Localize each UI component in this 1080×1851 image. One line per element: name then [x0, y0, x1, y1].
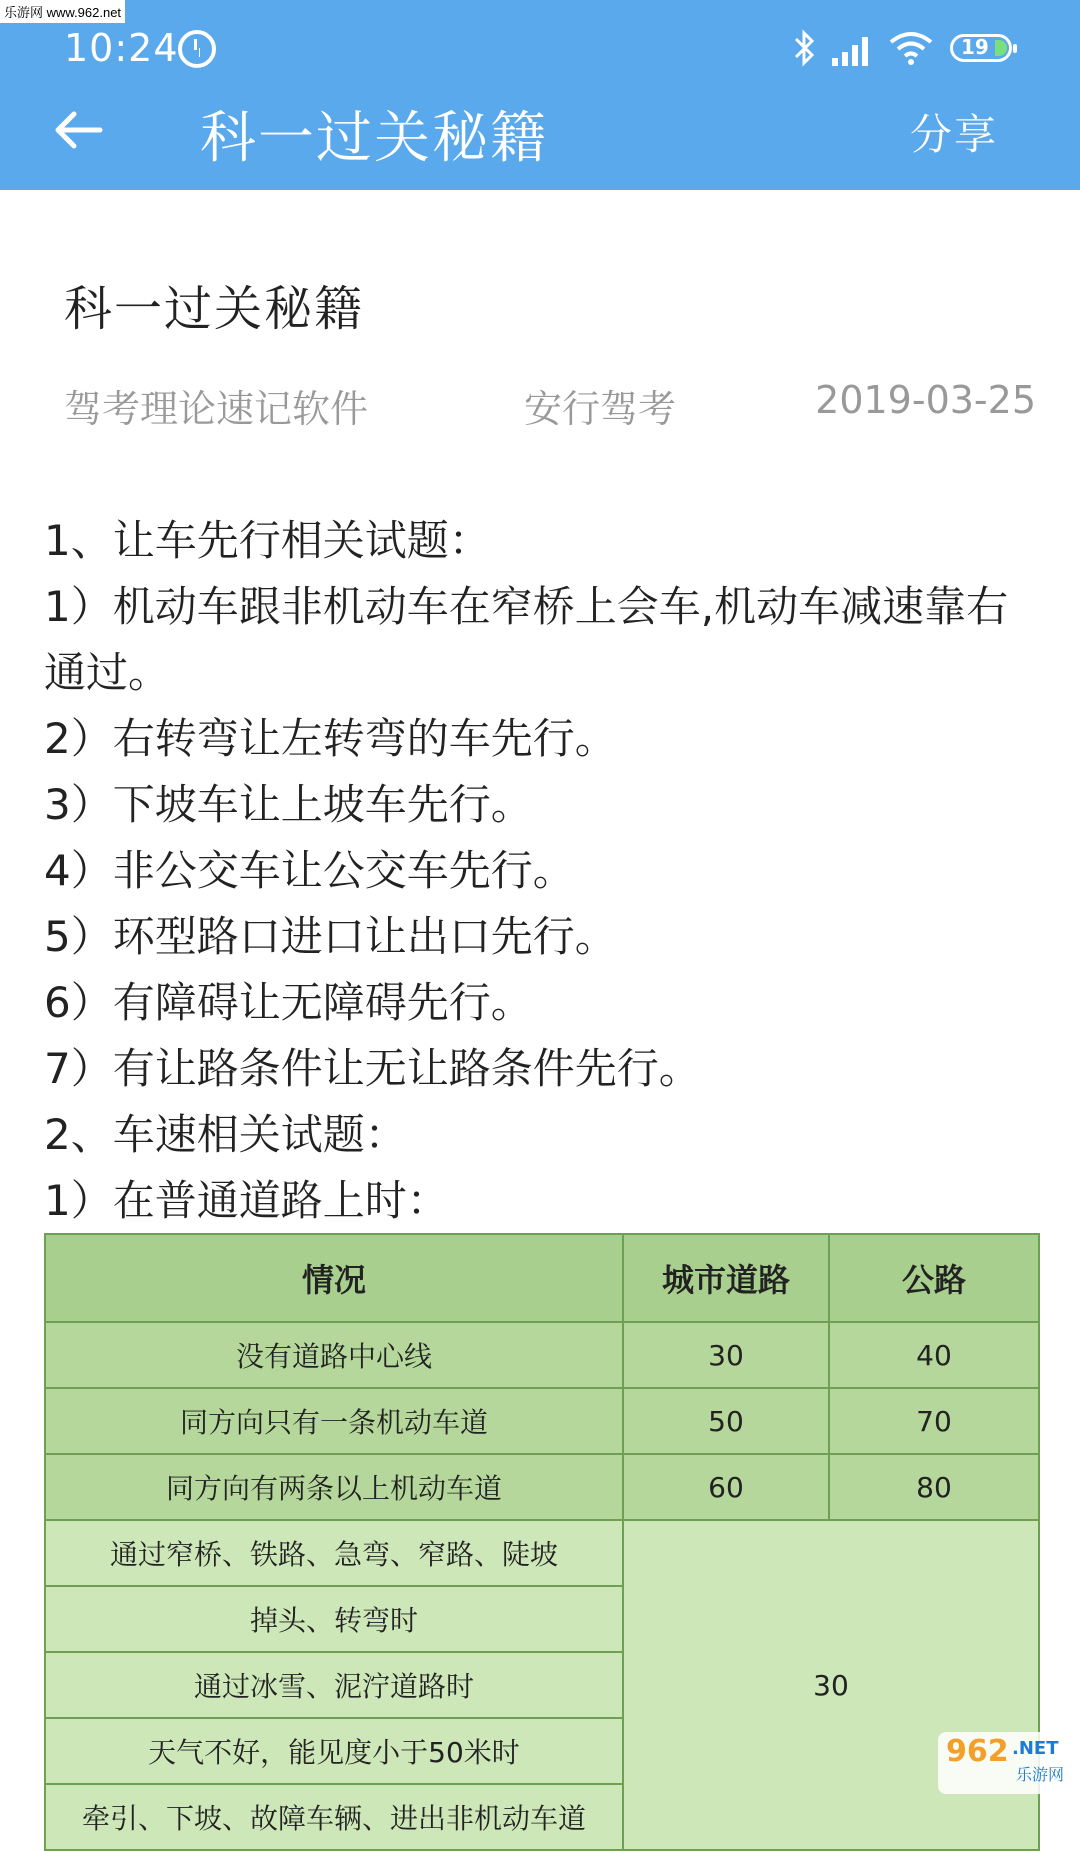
back-arrow-icon[interactable]: [50, 102, 106, 158]
speed-limit-table: [44, 1233, 1040, 1851]
table-row: [45, 1322, 1039, 1388]
header: [0, 0, 1080, 190]
alarm-icon: [178, 30, 216, 68]
watermark-logo: [938, 1732, 1072, 1794]
article-source: 驾考理论速记软件: [64, 387, 369, 431]
paragraph: 1）机动车跟非机动车在窄桥上会车,机动车减速靠右通过。: [44, 582, 1009, 697]
cell-situation: 同方向只有一条机动车道: [45, 1388, 623, 1454]
cell-situation: 同方向有两条以上机动车道: [45, 1454, 623, 1520]
paragraph: 4）非公交车让公交车先行。: [44, 846, 575, 895]
signal-icon: [830, 32, 876, 66]
app-bar: [0, 88, 1080, 188]
watermark-number: 962: [946, 1734, 1009, 1769]
wifi-icon: [888, 30, 934, 66]
paragraph: 5）环型路口进口让出口先行。: [44, 912, 617, 961]
paragraph: 1）在普通道路上时：: [44, 1176, 449, 1225]
battery-icon: [950, 34, 1012, 62]
cell-highway: 70: [829, 1388, 1039, 1454]
cell-city: 30: [623, 1322, 829, 1388]
article-body: [44, 508, 1034, 1234]
table-row: [45, 1454, 1039, 1520]
article-date: 2019-03-25: [815, 378, 1036, 422]
cell-situation: 牵引、下坡、故障车辆、进出非机动车道: [45, 1784, 623, 1850]
article-author: 安行驾考: [524, 387, 677, 431]
share-button[interactable]: 分享: [910, 110, 999, 159]
table-row: [45, 1388, 1039, 1454]
cell-city: 50: [623, 1388, 829, 1454]
paragraph: 6）有障碍让无障碍先行。: [44, 978, 533, 1027]
header-highway: 公路: [829, 1234, 1039, 1322]
table-header-row: [45, 1234, 1039, 1322]
paragraph: 2）右转弯让左转弯的车先行。: [44, 714, 617, 763]
cell-merged-speed: 30: [623, 1520, 1039, 1850]
page-title: 科一过关秘籍: [200, 106, 548, 171]
watermark-top-left: 乐游网 www.962.net: [0, 0, 125, 23]
status-time: 10:24: [64, 26, 179, 70]
paragraph: 7）有让路条件让无让路条件先行。: [44, 1044, 701, 1093]
article-title: 科一过关秘籍: [64, 281, 365, 337]
cell-situation: 掉头、转弯时: [45, 1586, 623, 1652]
battery-text: 19: [961, 35, 989, 59]
cell-situation: 天气不好，能见度小于50米时: [45, 1718, 623, 1784]
watermark-cn: 乐游网: [1016, 1765, 1065, 1784]
table-row: [45, 1520, 1039, 1586]
header-situation: 情况: [45, 1234, 623, 1322]
status-bar: [0, 18, 1080, 78]
cell-situation: 通过窄桥、铁路、急弯、窄路、陡坡: [45, 1520, 623, 1586]
cell-situation: 通过冰雪、泥泞道路时: [45, 1652, 623, 1718]
paragraph: 1、让车先行相关试题：: [44, 516, 491, 565]
paragraph: 3）下坡车让上坡车先行。: [44, 780, 533, 829]
bluetooth-icon: [792, 28, 818, 68]
cell-city: 60: [623, 1454, 829, 1520]
cell-highway: 40: [829, 1322, 1039, 1388]
cell-situation: 没有道路中心线: [45, 1322, 623, 1388]
battery-level: [995, 40, 1007, 56]
paragraph: 2、车速相关试题：: [44, 1110, 407, 1159]
speed-table-container: [44, 1233, 1038, 1835]
watermark-net: .NET: [1012, 1738, 1059, 1759]
header-city-road: 城市道路: [623, 1234, 829, 1322]
cell-highway: 80: [829, 1454, 1039, 1520]
